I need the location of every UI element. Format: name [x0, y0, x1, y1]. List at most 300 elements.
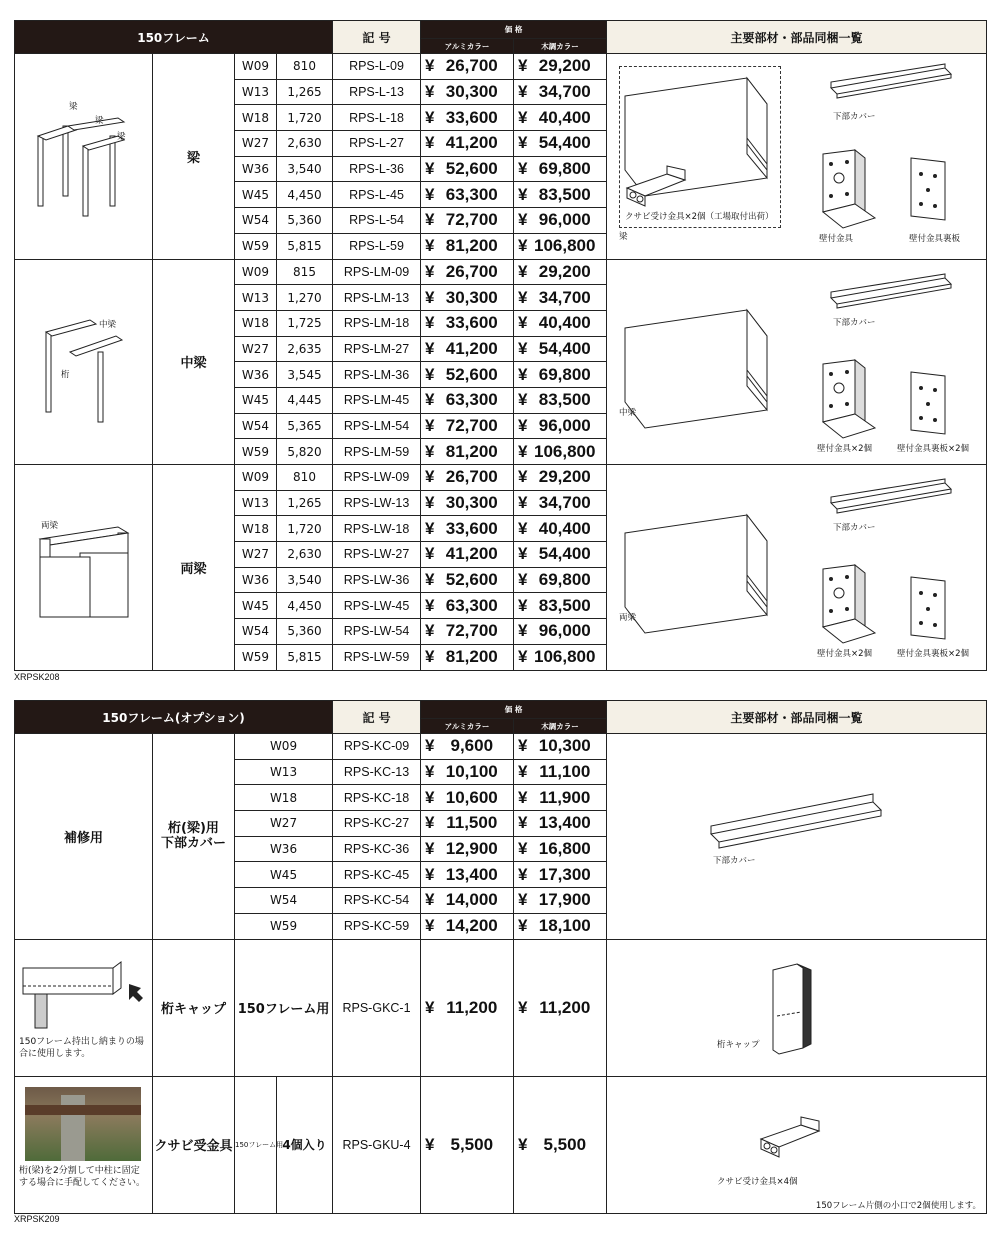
price-value: 54,400	[538, 133, 591, 153]
length-value: 1,720	[277, 516, 333, 542]
price-value: 81,200	[445, 647, 498, 667]
bracket-illustration	[817, 563, 879, 647]
wood-price	[514, 285, 607, 311]
length-value: 5,360	[277, 619, 333, 645]
price-value: 106,800	[534, 647, 596, 667]
price-value: 34,700	[538, 82, 591, 102]
table-row	[15, 54, 987, 80]
product-code: RPS-KC-27	[333, 811, 421, 837]
price-value: 11,500	[446, 813, 498, 833]
price-header: 価 格	[421, 21, 607, 39]
width-code: W18	[235, 785, 333, 811]
wood-price	[514, 811, 607, 837]
price-value: 96,000	[538, 621, 591, 641]
table-title: 150フレーム	[15, 21, 333, 54]
product-code: RPS-L-27	[333, 131, 421, 157]
aluminum-price	[421, 285, 514, 311]
aluminum-price	[421, 785, 514, 811]
wood-price	[514, 516, 607, 542]
beam-illustration	[617, 505, 787, 635]
yen-symbol: ¥	[518, 864, 528, 884]
price-value: 83,500	[538, 390, 591, 410]
cover-illustration	[827, 479, 957, 515]
yen-symbol: ¥	[518, 82, 528, 102]
aluminum-price	[421, 939, 514, 1076]
width-code: W54	[235, 888, 333, 914]
product-code: RPS-GKU-4	[333, 1076, 421, 1213]
product-code: RPS-L-54	[333, 208, 421, 234]
price-value: 12,900	[445, 839, 498, 859]
aluminum-price	[421, 465, 514, 491]
length-value: 810	[277, 465, 333, 491]
aluminum-price	[421, 862, 514, 888]
price-value: 72,700	[445, 210, 498, 230]
parts-cell	[607, 54, 987, 260]
width-code: W45	[235, 387, 277, 413]
diagram-label: 梁	[69, 102, 78, 113]
price-value: 11,200	[446, 997, 498, 1017]
yen-symbol: ¥	[518, 570, 528, 590]
length-value: 1,720	[277, 105, 333, 131]
price-value: 52,600	[445, 159, 498, 179]
yen-symbol: ¥	[425, 364, 435, 384]
length-value: 2,630	[277, 131, 333, 157]
length-value: 3,540	[277, 567, 333, 593]
product-name: 中梁	[153, 259, 235, 465]
wedge-product-name: クサビ受金具	[153, 1076, 235, 1213]
aluminum-price	[421, 542, 514, 568]
product-code: RPS-KC-36	[333, 836, 421, 862]
width-code: W45	[235, 593, 277, 619]
wood-price	[514, 233, 607, 259]
main-part-label: 中梁	[619, 407, 637, 418]
price-value: 52,600	[445, 364, 498, 384]
aluminum-price	[421, 836, 514, 862]
yen-symbol: ¥	[518, 415, 528, 435]
diagram-label: 梁	[95, 116, 104, 127]
length-value: 1,265	[277, 79, 333, 105]
yen-symbol: ¥	[425, 570, 435, 590]
aluminum-price	[421, 913, 514, 939]
wedge-quantity: 4個入り	[277, 1076, 333, 1213]
cap-illustration	[767, 960, 827, 1050]
yen-symbol: ¥	[518, 313, 528, 333]
footer-code-1: XRPSK208	[14, 672, 60, 682]
aluminum-price	[421, 593, 514, 619]
aluminum-price	[421, 310, 514, 336]
yen-symbol: ¥	[425, 997, 435, 1017]
cover-illustration	[827, 64, 957, 100]
backplate-label: 壁付金具裏板	[909, 234, 961, 245]
yen-symbol: ¥	[425, 736, 435, 756]
yen-symbol: ¥	[425, 787, 435, 807]
yen-symbol: ¥	[518, 364, 528, 384]
cover-label: 下部カバー	[833, 317, 876, 328]
wood-price	[514, 131, 607, 157]
yen-symbol: ¥	[425, 236, 435, 256]
aluminum-price	[421, 182, 514, 208]
price-value: 17,900	[538, 890, 591, 910]
product-name: 梁	[153, 54, 235, 260]
yen-symbol: ¥	[425, 313, 435, 333]
backplate-label: 壁付金具裏板×2個	[897, 649, 970, 660]
product-code: RPS-GKC-1	[333, 939, 421, 1076]
wood-price	[514, 54, 607, 80]
cap-spec: 150フレーム用	[235, 939, 333, 1076]
yen-symbol: ¥	[425, 261, 435, 281]
parts-cell	[607, 1076, 987, 1213]
price-value: 10,300	[538, 736, 591, 756]
yen-symbol: ¥	[425, 390, 435, 410]
bracket-illustration	[817, 148, 879, 232]
yen-symbol: ¥	[518, 56, 528, 76]
width-code: W13	[235, 79, 277, 105]
aluminum-price	[421, 156, 514, 182]
width-code: W59	[235, 233, 277, 259]
width-code: W27	[235, 811, 333, 837]
price-value: 17,300	[538, 864, 591, 884]
backplate-illustration	[907, 154, 951, 224]
main-part-label: 梁	[619, 232, 628, 243]
yen-symbol: ¥	[518, 1134, 528, 1154]
product-code: RPS-L-36	[333, 156, 421, 182]
aluminum-price	[421, 79, 514, 105]
yen-symbol: ¥	[425, 762, 435, 782]
wedge-spec: 150フレーム用	[235, 1076, 277, 1213]
length-value: 1,265	[277, 490, 333, 516]
product-code: RPS-LM-13	[333, 285, 421, 311]
width-code: W36	[235, 567, 277, 593]
price-value: 33,600	[445, 107, 498, 127]
width-code: W59	[235, 913, 333, 939]
width-code: W18	[235, 105, 277, 131]
price-value: 26,700	[445, 56, 498, 76]
product-code: RPS-LM-36	[333, 362, 421, 388]
length-value: 1,725	[277, 310, 333, 336]
product-code: RPS-KC-13	[333, 759, 421, 785]
price-value: 30,300	[445, 82, 498, 102]
product-code: RPS-LW-13	[333, 490, 421, 516]
length-value: 5,815	[277, 644, 333, 670]
wood-price	[514, 836, 607, 862]
yen-symbol: ¥	[425, 813, 435, 833]
width-code: W13	[235, 285, 277, 311]
wood-header: 木調カラー	[514, 719, 607, 734]
aluminum-price	[421, 759, 514, 785]
table-row	[15, 1076, 987, 1213]
yen-symbol: ¥	[425, 287, 435, 307]
aluminum-price	[421, 888, 514, 914]
wood-price	[514, 593, 607, 619]
width-code: W09	[235, 734, 333, 760]
width-code: W18	[235, 516, 277, 542]
width-code: W09	[235, 465, 277, 491]
width-code: W54	[235, 208, 277, 234]
price-value: 72,700	[445, 621, 498, 641]
yen-symbol: ¥	[518, 338, 528, 358]
width-code: W36	[235, 156, 277, 182]
yen-symbol: ¥	[425, 839, 435, 859]
cover-label: 下部カバー	[713, 856, 756, 867]
wood-price	[514, 156, 607, 182]
price-value: 11,100	[539, 762, 591, 782]
aluminum-price	[421, 387, 514, 413]
price-value: 106,800	[534, 236, 596, 256]
width-code: W09	[235, 54, 277, 80]
wood-price	[514, 310, 607, 336]
price-value: 30,300	[445, 287, 498, 307]
yen-symbol: ¥	[518, 736, 528, 756]
price-value: 5,500	[543, 1134, 587, 1154]
yen-symbol: ¥	[518, 210, 528, 230]
price-value: 69,800	[538, 570, 591, 590]
aluminum-price	[421, 490, 514, 516]
width-code: W59	[235, 439, 277, 465]
cover-label: 下部カバー	[833, 523, 876, 534]
table-row	[15, 734, 987, 760]
length-value: 810	[277, 54, 333, 80]
price-value: 106,800	[534, 441, 596, 461]
price-value: 29,200	[538, 261, 591, 281]
yen-symbol: ¥	[425, 890, 435, 910]
wood-price	[514, 79, 607, 105]
yen-symbol: ¥	[425, 621, 435, 641]
price-value: 26,700	[445, 467, 498, 487]
frame-diagram-cell	[15, 259, 153, 465]
price-value: 34,700	[538, 287, 591, 307]
aluminum-price	[421, 336, 514, 362]
wood-price	[514, 644, 607, 670]
bracket-label: 壁付金具×2個	[817, 649, 873, 660]
aluminum-price	[421, 1076, 514, 1213]
wedge-bracket-illustration	[757, 1117, 827, 1161]
wood-price	[514, 734, 607, 760]
wood-price	[514, 759, 607, 785]
width-code: W45	[235, 862, 333, 888]
aluminum-price	[421, 259, 514, 285]
yen-symbol: ¥	[518, 839, 528, 859]
yen-symbol: ¥	[518, 518, 528, 538]
yen-symbol: ¥	[518, 916, 528, 936]
aluminum-price	[421, 516, 514, 542]
price-value: 11,200	[539, 997, 591, 1017]
wood-price	[514, 439, 607, 465]
code-header: 記 号	[333, 701, 421, 734]
length-value: 1,270	[277, 285, 333, 311]
aluminum-header: アルミカラー	[421, 39, 514, 54]
wood-price	[514, 619, 607, 645]
yen-symbol: ¥	[518, 107, 528, 127]
yen-symbol: ¥	[518, 621, 528, 641]
price-value: 63,300	[445, 390, 498, 410]
price-value: 5,500	[450, 1134, 494, 1154]
cap-label: 桁キャップ	[717, 1040, 760, 1050]
wedge-note: 桁(梁)を2分割して中柱に固定する場合に手配してください。	[19, 1166, 146, 1188]
yen-symbol: ¥	[425, 916, 435, 936]
product-code: RPS-LM-54	[333, 413, 421, 439]
product-code: RPS-KC-09	[333, 734, 421, 760]
yen-symbol: ¥	[425, 210, 435, 230]
wood-price	[514, 913, 607, 939]
yen-symbol: ¥	[518, 813, 528, 833]
aluminum-price	[421, 413, 514, 439]
width-code: W18	[235, 310, 277, 336]
price-value: 34,700	[538, 493, 591, 513]
price-value: 16,800	[538, 839, 591, 859]
price-value: 69,800	[538, 159, 591, 179]
price-value: 13,400	[445, 864, 498, 884]
product-code: RPS-LM-59	[333, 439, 421, 465]
aluminum-price	[421, 811, 514, 837]
yen-symbol: ¥	[518, 762, 528, 782]
cover-illustration	[827, 274, 957, 310]
yen-symbol: ¥	[425, 544, 435, 564]
product-code: RPS-LM-45	[333, 387, 421, 413]
beam-illustration	[617, 300, 787, 430]
price-value: 14,000	[445, 890, 498, 910]
footer-code-2: XRPSK209	[14, 1214, 60, 1224]
length-value: 5,360	[277, 208, 333, 234]
length-value: 4,450	[277, 593, 333, 619]
price-value: 41,200	[445, 338, 498, 358]
table-row	[15, 939, 987, 1076]
wood-price	[514, 105, 607, 131]
product-code: RPS-KC-54	[333, 888, 421, 914]
wood-price	[514, 888, 607, 914]
backplate-illustration	[907, 368, 951, 438]
diagram-label: 両梁	[41, 521, 59, 532]
code-header: 記 号	[333, 21, 421, 54]
length-value: 4,445	[277, 387, 333, 413]
price-value: 63,300	[445, 595, 498, 615]
product-code: RPS-LW-36	[333, 567, 421, 593]
width-code: W27	[235, 336, 277, 362]
yen-symbol: ¥	[518, 184, 528, 204]
yen-symbol: ¥	[518, 236, 528, 256]
yen-symbol: ¥	[518, 441, 528, 461]
price-value: 54,400	[538, 544, 591, 564]
wedge-bracket-illustration	[623, 166, 693, 210]
wedge-label: クサビ受け金具×2個（工場取付出荷）	[625, 212, 774, 223]
aluminum-price	[421, 439, 514, 465]
price-value: 10,600	[445, 787, 498, 807]
diagram-label: 中梁	[99, 319, 117, 330]
yen-symbol: ¥	[425, 133, 435, 153]
product-code: RPS-LW-59	[333, 644, 421, 670]
yen-symbol: ¥	[425, 82, 435, 102]
table-title: 150フレーム(オプション)	[15, 701, 333, 734]
wood-price	[514, 785, 607, 811]
length-value: 5,365	[277, 413, 333, 439]
price-value: 33,600	[445, 518, 498, 538]
parts-header: 主要部材・部品同梱一覧	[607, 21, 987, 54]
aluminum-price	[421, 644, 514, 670]
wedge-bottom-note: 150フレーム片側の小口で2個使用します。	[815, 1201, 982, 1211]
width-code: W54	[235, 619, 277, 645]
price-value: 69,800	[538, 364, 591, 384]
product-code: RPS-LW-27	[333, 542, 421, 568]
length-value: 2,635	[277, 336, 333, 362]
yen-symbol: ¥	[425, 56, 435, 76]
yen-symbol: ¥	[518, 159, 528, 179]
table-row	[15, 259, 987, 285]
wood-price	[514, 465, 607, 491]
yen-symbol: ¥	[425, 864, 435, 884]
price-value: 26,700	[445, 261, 498, 281]
wood-header: 木調カラー	[514, 39, 607, 54]
price-header: 価 格	[421, 701, 607, 719]
wood-price	[514, 208, 607, 234]
price-value: 41,200	[445, 544, 498, 564]
price-value: 63,300	[445, 184, 498, 204]
length-value: 815	[277, 259, 333, 285]
wood-price	[514, 259, 607, 285]
price-value: 14,200	[445, 916, 498, 936]
middle-beam-frame-diagram	[28, 302, 138, 422]
product-code: RPS-LM-09	[333, 259, 421, 285]
bracket-label: 壁付金具×2個	[817, 443, 873, 454]
yen-symbol: ¥	[518, 647, 528, 667]
yen-symbol: ¥	[425, 518, 435, 538]
wood-price	[514, 567, 607, 593]
frame-diagram-cell	[15, 54, 153, 260]
price-value: 13,400	[538, 813, 591, 833]
wood-price	[514, 336, 607, 362]
wood-price	[514, 182, 607, 208]
price-value: 40,400	[538, 518, 591, 538]
width-code: W59	[235, 644, 277, 670]
length-value: 5,820	[277, 439, 333, 465]
yen-symbol: ¥	[518, 287, 528, 307]
product-code: RPS-L-18	[333, 105, 421, 131]
frame-diagram-cell	[15, 465, 153, 671]
product-code: RPS-KC-59	[333, 913, 421, 939]
yen-symbol: ¥	[425, 184, 435, 204]
length-value: 5,815	[277, 233, 333, 259]
main-part-label: 両梁	[619, 613, 637, 624]
length-value: 3,545	[277, 362, 333, 388]
aluminum-price	[421, 131, 514, 157]
wood-price	[514, 362, 607, 388]
price-value: 81,200	[445, 441, 498, 461]
installation-photo	[25, 1087, 141, 1161]
price-value: 83,500	[538, 595, 591, 615]
cap-product-name: 桁キャップ	[153, 939, 235, 1076]
yen-symbol: ¥	[425, 415, 435, 435]
aluminum-price	[421, 208, 514, 234]
yen-symbol: ¥	[425, 647, 435, 667]
price-value: 40,400	[538, 107, 591, 127]
yen-symbol: ¥	[425, 338, 435, 358]
repair-product-name: 桁(梁)用 下部カバー	[153, 734, 235, 940]
length-value: 3,540	[277, 156, 333, 182]
price-value: 83,500	[538, 184, 591, 204]
wedge-label: クサビ受け金具×4個	[717, 1177, 798, 1187]
width-code: W36	[235, 836, 333, 862]
parts-cell	[607, 939, 987, 1076]
product-code: RPS-LM-18	[333, 310, 421, 336]
wood-price	[514, 413, 607, 439]
cap-note: 150フレーム持出し納まりの場合に使用します。	[19, 1037, 144, 1059]
aluminum-price	[421, 54, 514, 80]
yen-symbol: ¥	[518, 890, 528, 910]
yen-symbol: ¥	[518, 261, 528, 281]
yen-symbol: ¥	[518, 493, 528, 513]
price-value: 30,300	[445, 493, 498, 513]
frame-price-table	[14, 20, 987, 671]
wood-price	[514, 490, 607, 516]
parts-cell	[607, 259, 987, 465]
